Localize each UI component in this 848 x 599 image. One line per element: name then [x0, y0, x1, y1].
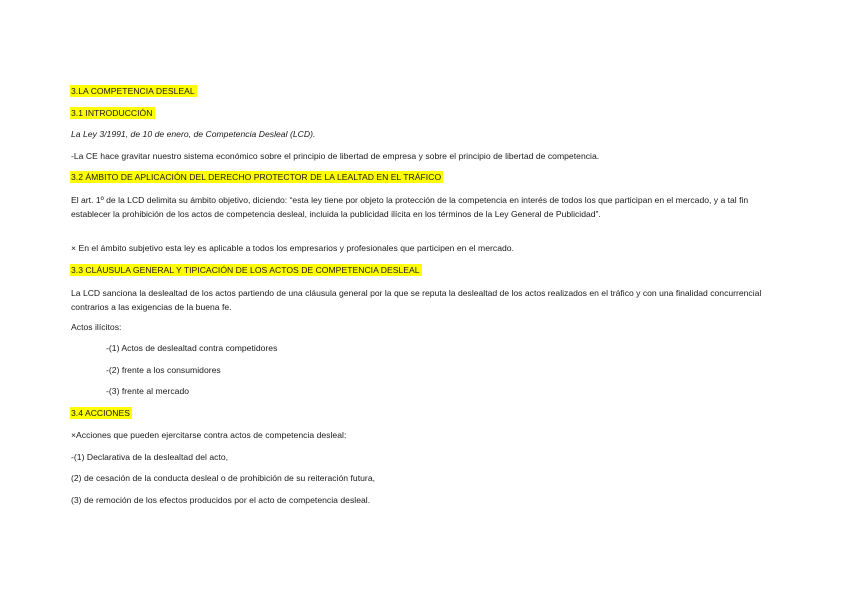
- list-item: (3) de remoción de los efectos producidos por el acto de competencia desleal.: [71, 495, 371, 505]
- general-clause-paragraph: La LCD sanciona la deslealtad de los actos partiendo de una cláusula general por la que se reputa la deslealtad de los actos realizados en el tráfico y con una finalidad concurrencial contrarios a las exigencias de la buena fe.: [71, 288, 762, 312]
- list-item: -(2) frente a los consumidores: [106, 365, 221, 375]
- section-3-2-title: 3.2 ÁMBITO DE APLICACIÓN DEL DERECHO PROTECTOR DE LA LEALTAD EN EL TRÁFICO: [71, 172, 442, 182]
- list-item: -(1) Declarativa de la deslealtad del acto,: [71, 452, 229, 462]
- illicit-acts-label: Actos ilícitos:: [71, 322, 122, 332]
- section-3-1-title: 3.1 INTRODUCCIÓN: [71, 108, 153, 118]
- list-item: -(1) Actos de deslealtad contra competidores: [106, 343, 278, 353]
- scope-subjective-bullet: × En el ámbito subjetivo esta ley es aplicable a todos los empresarios y profesionales que participen en el mercado.: [71, 243, 514, 253]
- section-3-2-heading: [71, 172, 443, 183]
- section-3-4-heading: [71, 408, 132, 419]
- actions-intro: ×Acciones que pueden ejercitarse contra actos de competencia desleal:: [71, 430, 347, 440]
- scope-objective-paragraph: El art. 1º de la LCD delimita su ámbito objetivo, diciendo: “esta ley tiene por objeto la protección de la competencia en interés de todos los que participan en el mercado, y a tal fin establecer la prohibición de los actos de competencia desleal, incluida la publicidad ilícita en los términos de la Ley General de Publicidad”.: [71, 195, 749, 219]
- list-item: (2) de cesación de la conducta desleal o de prohibición de su reiteración futura,: [71, 473, 376, 483]
- section-3-3-title: 3.3 CLÁUSULA GENERAL Y TIPICACIÓN DE LOS ACTOS DE COMPETENCIA DESLEAL: [71, 265, 420, 275]
- list-item: -(3) frente al mercado: [106, 386, 190, 396]
- law-reference: La Ley 3/1991, de 10 de enero, de Competencia Desleal (LCD).: [71, 129, 316, 139]
- section-3-3-heading: [71, 265, 422, 276]
- intro-paragraph: -La CE hace gravitar nuestro sistema económico sobre el principio de libertad de empresa y sobre el principio de libertad de competencia.: [71, 151, 600, 161]
- section-3-4-title: 3.4 ACCIONES: [71, 408, 130, 418]
- section-3-heading: [71, 86, 197, 97]
- section-3-1-heading: [71, 108, 155, 119]
- section-3-title: 3.LA COMPETENCIA DESLEAL: [71, 86, 195, 96]
